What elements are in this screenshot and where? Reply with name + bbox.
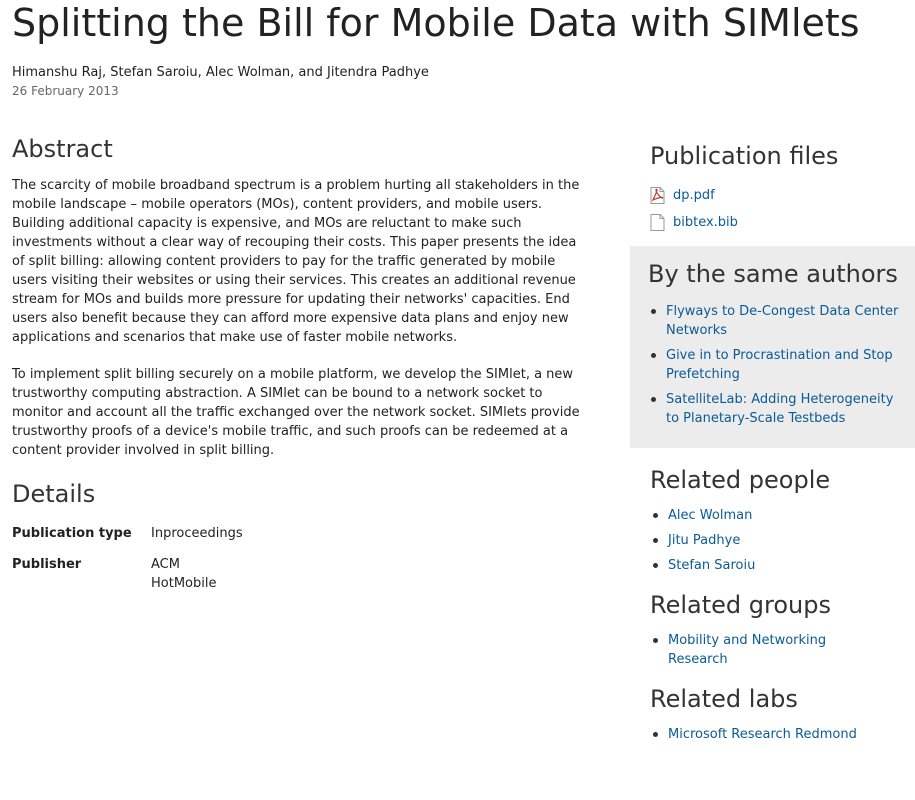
related-labs-heading: Related labs — [650, 685, 798, 713]
list-item — [650, 556, 915, 575]
related-group-link[interactable]: Mobility and Networking Research — [668, 633, 827, 667]
detail-value — [151, 555, 216, 593]
publication-date: 26 February 2013 — [12, 84, 119, 98]
same-author-link[interactable]: Give in to Procrastination and Stop Prefetching — [666, 348, 893, 382]
related-person-link[interactable]: Alec Wolman — [668, 508, 753, 523]
related-labs-section — [630, 683, 915, 744]
abstract-heading: Abstract — [12, 135, 113, 163]
same-authors-box — [630, 246, 915, 448]
publication-files-section — [630, 140, 915, 236]
related-groups-list — [650, 631, 915, 669]
same-author-link[interactable]: SatelliteLab: Adding Heterogeneity to Planetary-Scale Testbeds — [666, 392, 894, 426]
related-labs-list — [650, 725, 915, 744]
list-item — [650, 531, 915, 550]
same-author-link[interactable]: Flyways to De-Congest Data Center Networks — [666, 304, 899, 338]
list-item — [650, 631, 858, 669]
detail-value-line: ACM — [151, 557, 180, 572]
detail-value — [151, 524, 243, 543]
details-heading: Details — [12, 480, 96, 508]
publication-files-heading: Publication files — [650, 142, 839, 170]
related-groups-section — [630, 589, 915, 669]
detail-value-line: Inproceedings — [151, 526, 243, 541]
file-link-bib[interactable]: bibtex.bib — [673, 215, 738, 230]
related-person-link[interactable]: Jitu Padhye — [668, 533, 741, 548]
related-groups-heading: Related groups — [650, 591, 831, 619]
same-authors-heading: By the same authors — [648, 260, 898, 288]
pdf-file-icon — [650, 187, 665, 204]
file-link-pdf[interactable]: dp.pdf — [673, 188, 715, 203]
list-item — [650, 506, 915, 525]
document-file-icon — [650, 214, 665, 231]
abstract-paragraph: The scarcity of mobile broadband spectrum is a problem hurting all stakeholders in the mobile landscape – mobile operators (MOs), content providers, and mobile users. Building additional capacity is expensive, and MOs are reluctant to make such investments without a clear way of recouping their costs. This paper presents the idea of split billing: allowing content providers to pay for the traffic generated by mobile users visiting their websites or using their services. This creates an additional revenue stream for MOs and builds more pressure for updating their networks' capacities. End users also benefit because they can afford more expensive data plans and enjoy new applications and scenarios that make use of faster mobile networks. — [12, 178, 580, 345]
detail-value-line: HotMobile — [151, 576, 217, 591]
related-people-list — [650, 506, 915, 575]
main-content — [12, 133, 587, 605]
list-item — [648, 302, 903, 340]
detail-label: Publisher — [12, 557, 82, 572]
abstract-paragraph: To implement split billing securely on a mobile platform, we develop the SIMlet, a new trustworthy computing abstraction. A SIMlet can be bound to a network socket to monitor and account all the traffic exchanged over the network socket. SIMlets provide trustworthy proofs of a device's mobile traffic, and such proofs can be redeemed at a content provider involved in split billing. — [12, 367, 580, 458]
details-row-publication-type — [12, 524, 587, 543]
list-item — [650, 725, 915, 744]
file-item-bib[interactable] — [650, 209, 915, 236]
sidebar — [630, 140, 915, 750]
list-item — [648, 390, 903, 428]
same-authors-list — [648, 302, 903, 428]
publication-authors: Himanshu Raj, Stefan Saroiu, Alec Wolman, and Jitendra Padhye — [12, 65, 429, 80]
related-people-section — [630, 464, 915, 575]
related-person-link[interactable]: Stefan Saroiu — [668, 558, 756, 573]
related-people-heading: Related people — [650, 466, 831, 494]
file-item-pdf[interactable] — [650, 182, 915, 209]
related-lab-link[interactable]: Microsoft Research Redmond — [668, 727, 857, 742]
page-title: Splitting the Bill for Mobile Data with SIMlets — [12, 1, 860, 45]
list-item — [648, 346, 903, 384]
detail-label: Publication type — [12, 526, 132, 541]
details-row-publisher — [12, 555, 587, 593]
